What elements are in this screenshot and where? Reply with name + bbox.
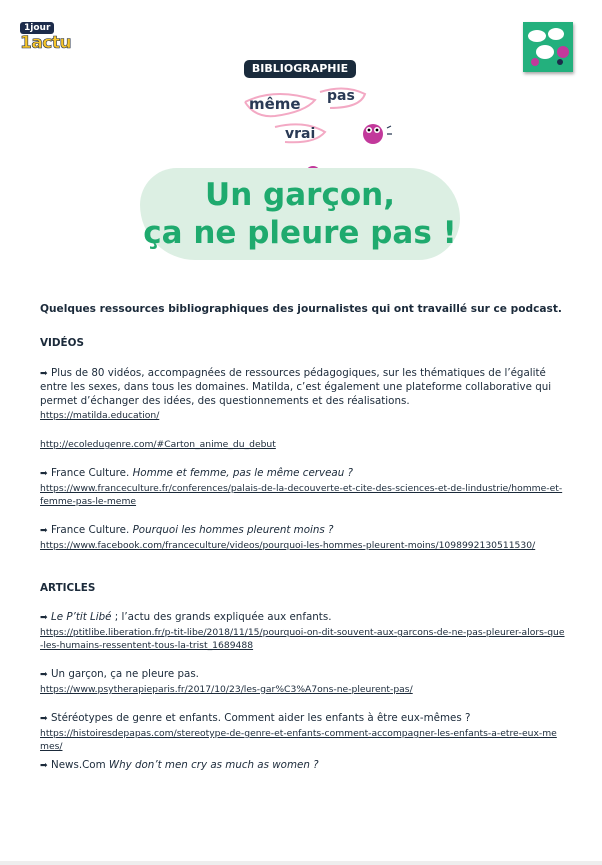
articles-heading: ARTICLES — [40, 581, 96, 594]
title-line-1: Un garçon, — [205, 177, 395, 213]
podcast-thumbnail — [523, 22, 573, 72]
article-entry-1-title: Le P’tit Libé — [51, 611, 112, 624]
thumbnail-art — [523, 22, 573, 72]
video-entry-4-link[interactable]: https://www.facebook.com/franceculture/videos/pourquoi-les-hommes-pleurent-moins/1098992130511530/ — [40, 539, 536, 551]
article-entry-3-link[interactable]: https://histoiresdepapas.com/stereotype-de-genre-et-enfants-comment-accompagner-les-enfants-a-etre-eux-memes/ — [40, 727, 557, 752]
intro-text: Quelques ressources bibliographiques des journalistes qui ont travaillé sur ce podcast. — [40, 303, 562, 315]
doodle-word-vrai: vrai — [285, 126, 316, 142]
video-entry-4-source: France Culture. — [51, 523, 130, 536]
arrow-icon: ➡ — [40, 760, 48, 771]
page-title — [140, 176, 460, 252]
article-entry-1-text: ; l’actu des grands expliquée aux enfants. — [111, 611, 332, 624]
video-entry-1-text: Plus de 80 vidéos, accompagnées de ressources pédagogiques, sur les thématiques de l’égalité entre les sexes, dans tous les domaines. Matilda, c’est également une plateforme collaborative qui permet d’échanger des idées, des questionnements et des réalisations. — [40, 366, 552, 408]
bibliographie-badge: BIBLIOGRAPHIE — [244, 60, 356, 78]
article-entry-2-link[interactable]: https://www.psytherapieparis.fr/2017/10/23/les-gar%C3%A7ons-ne-pleurent-pas/ — [40, 683, 413, 695]
meme-pas-vrai-doodle — [235, 82, 405, 182]
arrow-icon: ➡ — [40, 468, 48, 479]
video-entry-2 — [40, 438, 565, 451]
video-entry-2-link[interactable]: http://ecoledugenre.com/#Carton_anime_du_debut — [40, 438, 276, 450]
1jour1actu-logo — [20, 22, 72, 54]
arrow-icon: ➡ — [40, 670, 48, 681]
article-entry-2-text: Un garçon, ça ne pleure pas. — [51, 668, 199, 681]
video-entry-4 — [40, 524, 565, 552]
video-entry-1 — [40, 367, 565, 422]
title-line-2: ça ne pleure pas ! — [143, 215, 457, 251]
arrow-icon: ➡ — [40, 525, 48, 536]
article-entry-1 — [40, 611, 565, 652]
arrow-icon: ➡ — [40, 713, 48, 724]
video-entry-3-source: France Culture. — [51, 466, 130, 479]
article-entry-3 — [40, 712, 565, 753]
video-entry-1-link[interactable]: https://matilda.education/ — [40, 409, 160, 421]
video-entry-3 — [40, 467, 565, 508]
article-entry-4 — [40, 759, 565, 774]
article-entry-1-link[interactable]: https://ptitlibe.liberation.fr/p-tit-libe/2018/11/15/pourquoi-on-dit-souvent-aux-garcons-de-ne-pas-pleurer-alors-que-les-humains-ressentent-tous-la-trist_1689488 — [40, 627, 565, 652]
bibliography-content — [40, 303, 565, 774]
videos-heading: VIDÉOS — [40, 336, 84, 349]
arrow-icon: ➡ — [40, 368, 48, 379]
logo-bottom: 1actu — [20, 33, 72, 53]
arrow-icon: ➡ — [40, 613, 48, 624]
doodle-word-pas: pas — [327, 88, 355, 104]
article-entry-4-source: News.Com — [51, 758, 109, 771]
logo-top: 1jour — [20, 22, 54, 34]
article-entry-4-title: Why don’t men cry as much as women ? — [108, 758, 319, 771]
video-entry-3-title: Homme et femme, pas le même cerveau ? — [132, 466, 354, 479]
page-bottom-edge — [0, 861, 602, 865]
video-entry-4-title: Pourquoi les hommes pleurent moins ? — [132, 523, 334, 536]
doodle-word-meme: même — [249, 95, 301, 113]
video-entry-3-link[interactable]: https://www.franceculture.fr/conferences/palais-de-la-decouverte-et-cite-des-sciences-et-de-lindustrie/homme-et-femme-pas-le-meme — [40, 482, 563, 507]
article-entry-2 — [40, 668, 565, 696]
article-entry-3-text: Stéréotypes de genre et enfants. Comment aider les enfants à être eux-mêmes ? — [51, 711, 471, 724]
